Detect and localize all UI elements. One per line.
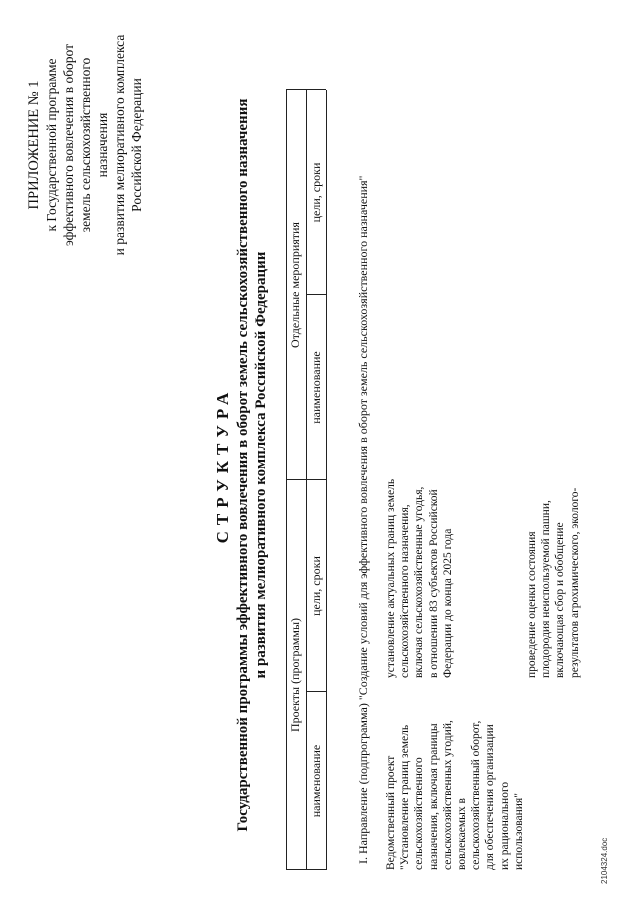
goal-line: в отношении 83 субъектов Российской: [427, 489, 440, 678]
column-header-goals-measures: цели, сроки: [309, 162, 323, 223]
project-name-line: вовлекаемых в: [456, 798, 469, 870]
rotated-landscape-page: [20, 20, 620, 890]
group-header-divider: [306, 90, 307, 870]
appendix-header: [26, 30, 145, 260]
group-header-projects: Проекты (программы): [288, 617, 302, 733]
goal-line: плодородия неиспользуемой пашни,: [540, 500, 553, 678]
title-line-2: и развития мелиоративного комплекса Российской Федерации: [253, 251, 269, 679]
title-line-1: Государственной программы эффективного вовлечения в оборот земель сельскохозяйственного назначения: [235, 98, 251, 832]
appendix-line: к Государственной программе: [44, 58, 59, 232]
direction-heading: I. Направление (подпрограмма) "Создание условий для эффективного вовлечения в оборот земель сельскохозяйственного назначения": [356, 175, 370, 864]
goal-line: установление актуальных границ земель: [385, 478, 397, 678]
document-title: [212, 80, 270, 850]
appendix-line: и развития мелиоративного комплекса: [112, 34, 127, 256]
title-heading: СТРУКТУРА: [213, 386, 232, 544]
column-header-name-measures: наименование: [309, 351, 323, 424]
goal-line: проведение оценки состояния: [526, 531, 538, 678]
column-header-goals-projects: цели, сроки: [309, 556, 323, 616]
project-name-line: сельскохозяйственного: [413, 757, 426, 870]
project-name-line: Ведомственный проект: [385, 755, 397, 870]
goal-line: включая сельскохозяйственные угодья,: [413, 486, 426, 678]
project-name-cell: [384, 690, 526, 870]
project-goal-cell: [384, 338, 455, 678]
appendix-number: ПРИЛОЖЕНИЕ № 1: [26, 80, 42, 210]
appendix-line: Российской Федерации: [129, 78, 144, 212]
appendix-line: эффективного вовлечения в оборот: [61, 43, 76, 247]
table-header-bottom-border: [326, 90, 327, 870]
goal-line: результатов агрохимического, эколого-: [568, 487, 581, 678]
project-name-line: использования": [512, 793, 525, 870]
column-header-name-projects: наименование: [309, 744, 323, 818]
project-name-line: для обеспечения организации: [484, 724, 497, 870]
project-goal-cell-continued: [525, 338, 582, 678]
project-name-line: назначения, включая границы: [427, 723, 440, 870]
project-name-line: сельскохозяйственных угодий,: [441, 720, 454, 870]
goal-line: включающая сбор и обобщение: [554, 522, 567, 678]
goal-line: Федерации до конца 2025 года: [441, 528, 454, 678]
project-name-line: "Установление границ земель: [399, 724, 412, 870]
appendix-line: земель сельскохозяйственного назначения: [78, 57, 110, 233]
project-name-line: их рационального: [498, 781, 511, 870]
goal-line: сельскохозяйственного назначения,: [399, 504, 412, 678]
table-top-border: [286, 90, 287, 870]
document-id: 2104324.doc: [600, 837, 609, 884]
group-header-measures: Отдельные мероприятия: [288, 222, 302, 348]
project-name-line: сельскохозяйственный оборот,: [470, 720, 483, 870]
